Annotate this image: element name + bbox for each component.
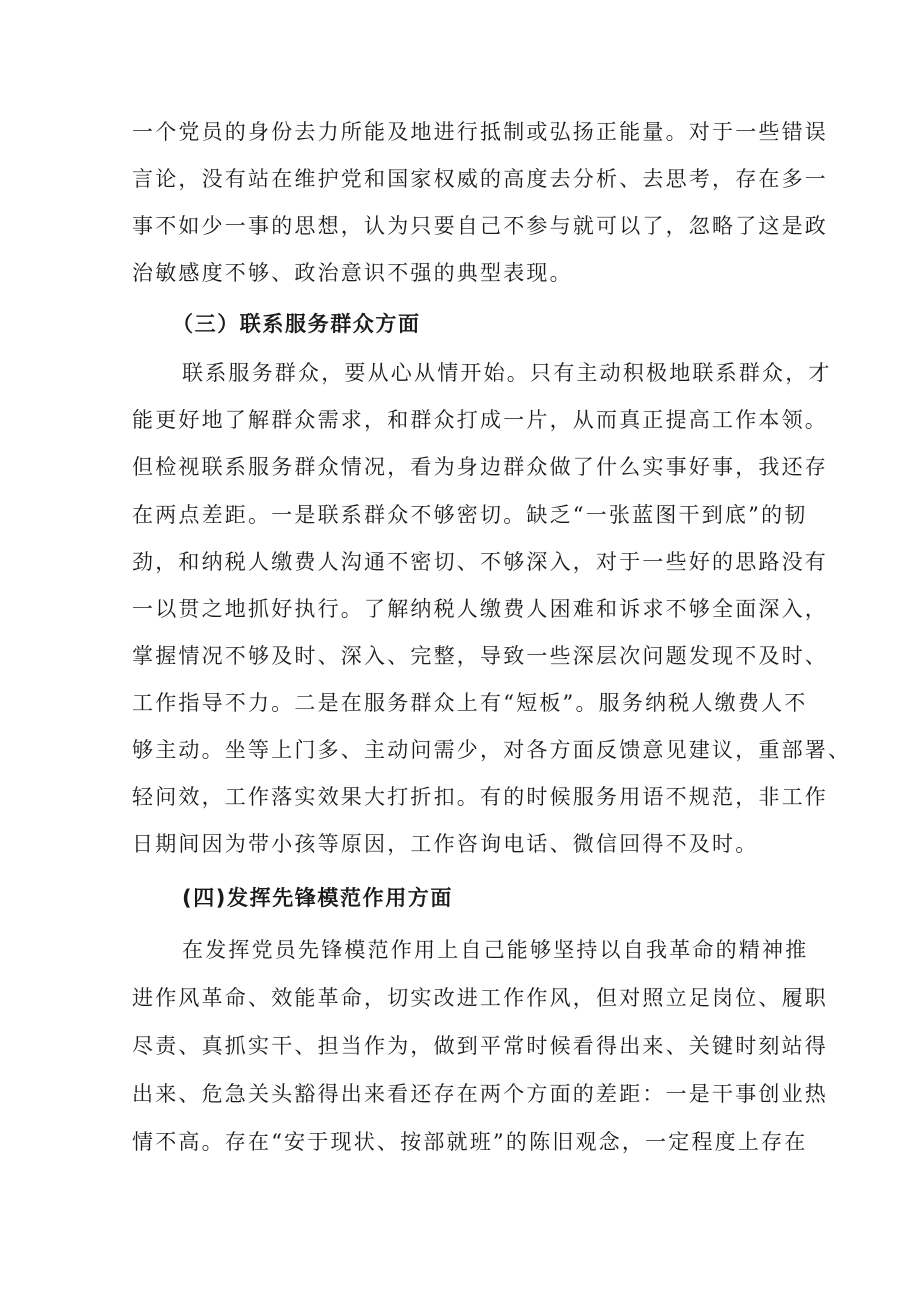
paragraph-line: 一以贯之地抓好执行。了解纳税人缴费人困难和诉求不够全面深入， [132,597,828,621]
section-heading-3: （三）联系服务群众方面 [172,312,421,336]
paragraph-line: 够主动。坐等上门多、主动问需少，对各方面反馈意见建议，重部署、 [132,738,852,762]
paragraph-line: 工作指导不力。二是在服务群众上有“短板”。服务纳税人缴费人不 [132,691,808,715]
paragraph-line: 出来、危急关头豁得出来看还存在两个方面的差距：一是干事创业热 [132,1082,828,1106]
paragraph-line: 治敏感度不够、政治意识不强的典型表现。 [132,261,573,285]
paragraph-line: 劲，和纳税人缴费人沟通不密切、不够深入，对于一些好的思路没有 [132,550,828,574]
paragraph-line: 在发挥党员先锋模范作用上自己能够坚持以自我革命的精神推 [182,938,809,962]
paragraph-line: 尽责、真抓实干、担当作为，做到平常时候看得出来、关键时刻站得 [132,1034,828,1058]
paragraph-line: 在两点差距。一是联系群众不够密切。缺乏“一张蓝图干到底”的韧 [132,503,808,527]
paragraph-line: 能更好地了解群众需求，和群众打成一片，从而真正提高工作本领。 [132,408,828,432]
paragraph-line: 日期间因为带小孩等原因，工作咨询电话、微信回得不及时。 [132,832,759,856]
paragraph-line: 言论，没有站在维护党和国家权威的高度去分析、去思考，存在多一 [132,167,828,191]
paragraph-line: 事不如少一事的思想，认为只要自己不参与就可以了，忽略了这是政 [132,214,828,238]
paragraph-line: 掌握情况不够及时、深入、完整，导致一些深层次问题发现不及时、 [132,644,828,668]
section-heading-4: (四)发挥先锋模范作用方面 [182,886,453,910]
paragraph-line: 轻问效，工作落实效果大打折扣。有的时候服务用语不规范，非工作 [132,785,828,809]
paragraph-line: 情不高。存在“安于现状、按部就班”的陈旧观念，一定程度上存在 [132,1130,808,1154]
paragraph-line: 进作风革命、效能革命，切实改进工作作风，但对照立足岗位、履职 [132,986,828,1010]
paragraph-line: 联系服务群众，要从心从情开始。只有主动积极地联系群众，才 [182,361,832,385]
paragraph-line: 但检视联系服务群众情况，看为身边群众做了什么实事好事，我还存 [132,455,828,479]
paragraph-line: 一个党员的身份去力所能及地进行抵制或弘扬正能量。对于一些错误 [132,120,828,144]
